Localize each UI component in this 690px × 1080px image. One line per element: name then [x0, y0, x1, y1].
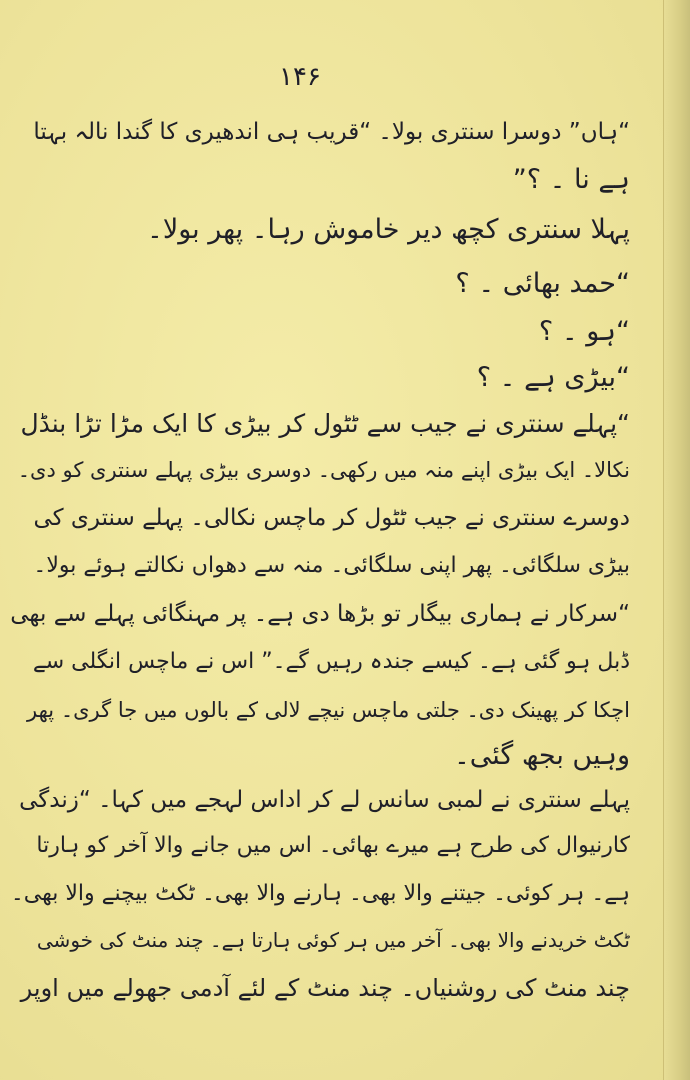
text-line: بیڑی سلگائی۔ پھر اپنی سلگائی۔ منہ سے دھواں نکالتے ہوئے بولا۔	[33, 553, 630, 578]
text-line: “پہلے سنتری نے جیب سے ٹٹول کر بیڑی کا ایک مڑا تڑا بنڈل	[20, 409, 630, 438]
text-line: وہیں بجھ گئی۔	[453, 740, 630, 771]
text-line: “بیڑی ہے ۔ ؟	[476, 362, 630, 393]
text-line: “سرکار نے ہماری بیگار تو بڑھا دی ہے۔ پر مہنگائی پہلے سے بھی	[10, 601, 630, 627]
text-line: اچکا کر پھینک دی۔ جلتی ماچس نیچے لالی کے بالوں میں جا گری۔ پھر	[27, 698, 630, 722]
text-line: پہلے سنتری نے لمبی سانس لے کر اداس لہجے میں کہا۔ “زندگی	[19, 787, 630, 813]
text-line: کارنیوال کی طرح ہے میرے بھائی۔ اس میں جانے والا آخر کو ہارتا	[36, 833, 630, 858]
text-line: ٹکٹ خریدنے والا بھی۔ آخر میں ہر کوئی ہارتا ہے۔ چند منٹ کی خوشی	[36, 928, 630, 952]
page-binding-edge	[663, 0, 690, 1080]
page-number: ۱۴۶	[279, 62, 321, 92]
text-line: “ہاں” دوسرا سنتری بولا۔ “قریب ہی اندھیری کا گندا نالہ بہتا	[33, 119, 630, 145]
text-line: نکالا۔ ایک بیڑی اپنے منہ میں رکھی۔ دوسری بیڑی پہلے سنتری کو دی۔	[17, 458, 630, 482]
text-line: چند منٹ کی روشنیاں۔ چند منٹ کے لئے آدمی جھولے میں اوپر	[20, 974, 630, 1002]
text-line: “حمد بھائی ۔ ؟	[455, 268, 630, 299]
text-line: ہے۔ ہر کوئی۔ جیتنے والا بھی۔ ہارنے والا بھی۔ ٹکٹ بیچنے والا بھی۔	[10, 881, 630, 906]
text-line: ڈبل ہو گئی ہے۔ کیسے جندہ رہیں گے۔” اس نے ماچس انگلی سے	[32, 649, 630, 674]
text-line: ہے نا ۔ ؟”	[512, 164, 630, 195]
text-line: “ہو ۔ ؟	[538, 316, 630, 347]
text-line: دوسرے سنتری نے جیب ٹٹول کر ماچس نکالی۔ پہلے سنتری کی	[33, 505, 630, 531]
text-line: پہلا سنتری کچھ دیر خاموش رہا۔ پھر بولا۔	[147, 214, 630, 245]
